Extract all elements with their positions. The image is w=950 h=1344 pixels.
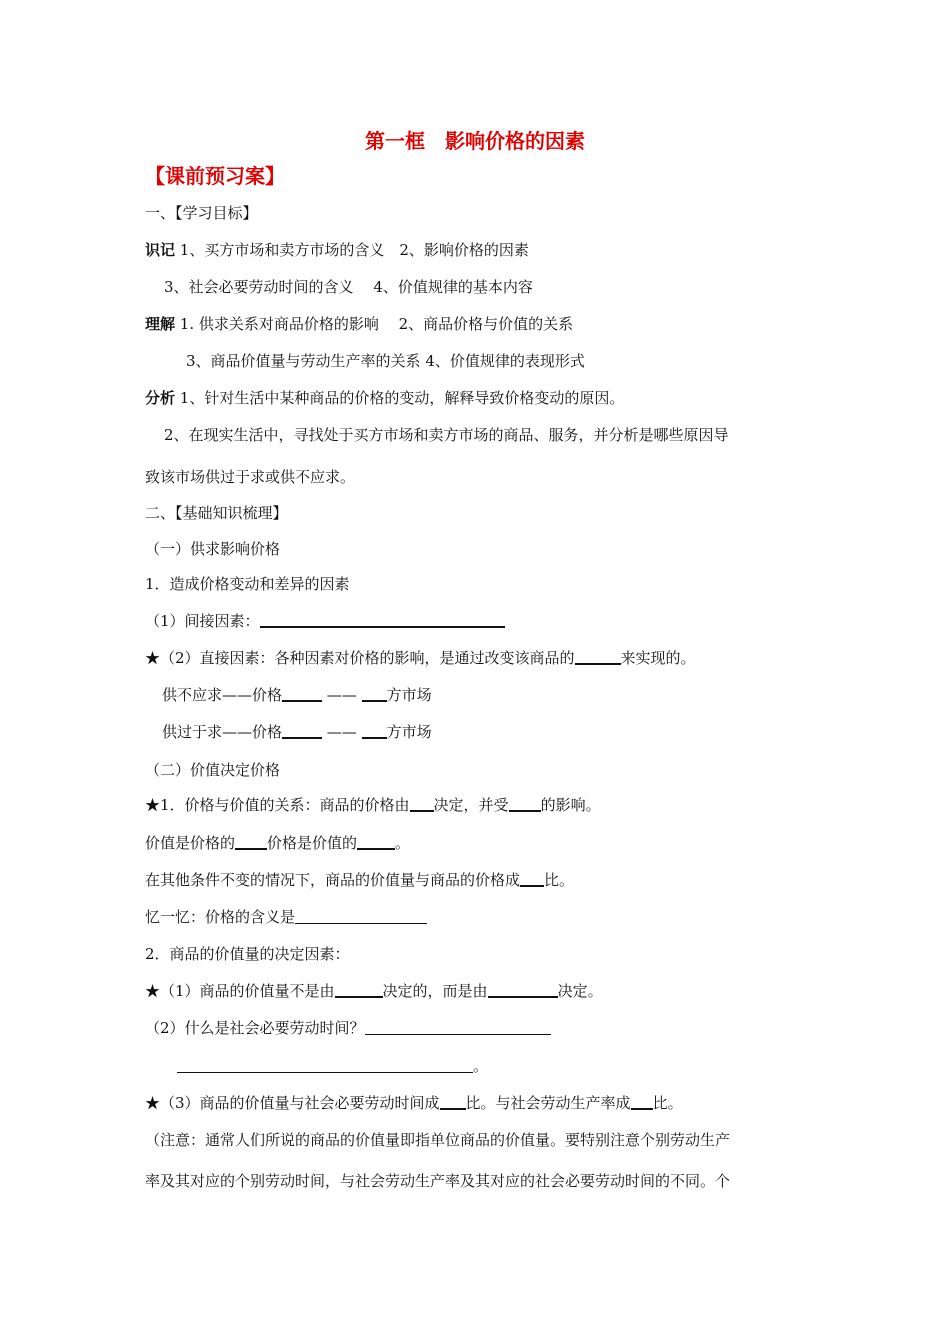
goal-analyze-3: 致该市场供过于求或供不应求。 (145, 468, 356, 486)
item-text: ★（3）商品的价值量与社会必要劳动时间成 (145, 1094, 440, 1112)
item-indirect-factors (145, 611, 505, 631)
heading-learning-goals: 一、【学习目标】 (145, 204, 258, 222)
item-text: 供不应求——价格 (162, 686, 283, 704)
goal-analyze (145, 388, 624, 408)
item-text: 决定的，而是由 (382, 982, 488, 1000)
item-text: 来实现的。 (620, 649, 696, 667)
label-analyze: 分析 (145, 389, 176, 407)
item-text: 比。与社会劳动生产率成 (465, 1094, 631, 1112)
fill-blank[interactable] (357, 833, 395, 850)
item-text: 。 (395, 834, 411, 852)
item-text: 决定，并受 (433, 796, 509, 814)
heading-basic-knowledge: 二、【基础知识梳理】 (145, 504, 288, 522)
fill-blank[interactable] (631, 1093, 653, 1110)
item-text: —— (322, 723, 362, 741)
fill-blank[interactable] (575, 648, 621, 665)
fill-blank[interactable] (362, 685, 387, 702)
subheading-value-price: （二）价值决定价格 (145, 761, 281, 779)
item-text: —— (322, 686, 362, 704)
fill-blank[interactable] (282, 685, 322, 702)
goal-memorize-2: 3、社会必要劳动时间的含义 4、价值规律的基本内容 (164, 278, 533, 296)
goal-memorize (145, 240, 529, 260)
item-value-time-productivity (145, 1093, 683, 1113)
item-factors: 1．造成价格变动和差异的因素 (145, 575, 350, 593)
fill-blank[interactable] (362, 722, 387, 739)
item-price-value-relation (145, 795, 601, 815)
item-shortage (162, 685, 432, 705)
fill-blank[interactable] (488, 981, 558, 998)
item-text: 比。 (544, 871, 575, 889)
item-socially-necessary-time-2 (177, 1056, 488, 1076)
fill-blank[interactable] (260, 611, 505, 628)
item-text: 忆一忆：价格的含义是 (145, 908, 296, 926)
goal-text: 1. 供求关系对商品价格的影响 2、商品价格与价值的关系 (175, 315, 574, 333)
fill-blank[interactable] (365, 1019, 551, 1035)
fill-blank[interactable] (520, 870, 544, 887)
item-socially-necessary-time (145, 1018, 551, 1038)
item-text: （2）什么是社会必要劳动时间？ (145, 1019, 365, 1037)
item-text: 在其他条件不变的情况下，商品的价值量与商品的价格成 (145, 871, 521, 889)
goal-text: 1、针对生活中某种商品的价格的变动，解释导致价格变动的原因。 (175, 389, 625, 407)
item-surplus (162, 722, 432, 742)
subheading-supply-demand: （一）供求影响价格 (145, 540, 281, 558)
item-recall-price (145, 907, 427, 927)
fill-blank[interactable] (295, 908, 427, 924)
goal-understand (145, 314, 573, 334)
label-understand: 理解 (145, 315, 176, 333)
item-text: 方市场 (386, 723, 432, 741)
item-text: ★1．价格与价值的关系：商品的价格由 (145, 796, 410, 814)
note-line-1: （注意：通常人们所说的商品的价值量即指单位商品的价值量。要特别注意个别劳动生产 (145, 1131, 731, 1149)
fill-blank[interactable] (235, 833, 267, 850)
item-text: 价格是价值的 (267, 834, 358, 852)
fill-blank[interactable] (410, 795, 434, 812)
item-text: 方市场 (386, 686, 432, 704)
goal-understand-2: 3、商品价值量与劳动生产率的关系 4、价值规律的表现形式 (186, 352, 585, 370)
item-value-determined (145, 981, 603, 1001)
item-value-basis (145, 833, 410, 853)
fill-blank[interactable] (440, 1093, 466, 1110)
item-text: 比。 (652, 1094, 683, 1112)
item-text: ★（2）直接因素：各种因素对价格的影响，是通过改变该商品的 (145, 649, 575, 667)
item-value-price-ratio (145, 870, 574, 890)
page-title: 第一框 影响价格的因素 (365, 129, 585, 153)
item-direct-factors (145, 648, 696, 668)
item-text: 决定。 (557, 982, 603, 1000)
fill-blank[interactable] (335, 981, 383, 998)
item-text: （1）间接因素： (145, 612, 260, 630)
note-line-2: 率及其对应的个别劳动时间，与社会劳动生产率及其对应的社会必要劳动时间的不同。个 (145, 1172, 731, 1190)
section-heading: 【课前预习案】 (145, 164, 285, 188)
goal-text: 1、买方市场和卖方市场的含义 2、影响价格的因素 (175, 241, 529, 259)
fill-blank[interactable] (509, 795, 541, 812)
item-text: 供过于求——价格 (162, 723, 283, 741)
label-memorize: 识记 (145, 241, 176, 259)
item-text: 价值是价格的 (145, 834, 236, 852)
goal-analyze-2: 2、在现实生活中，寻找处于买方市场和卖方市场的商品、服务，并分析是哪些原因导 (164, 426, 729, 444)
fill-blank[interactable] (177, 1057, 473, 1073)
item-text: ★（1）商品的价值量不是由 (145, 982, 335, 1000)
item-value-factors: 2．商品的价值量的决定因素： (145, 945, 350, 963)
fill-blank[interactable] (282, 722, 322, 739)
item-text: 。 (473, 1057, 489, 1075)
item-text: 的影响。 (540, 796, 601, 814)
